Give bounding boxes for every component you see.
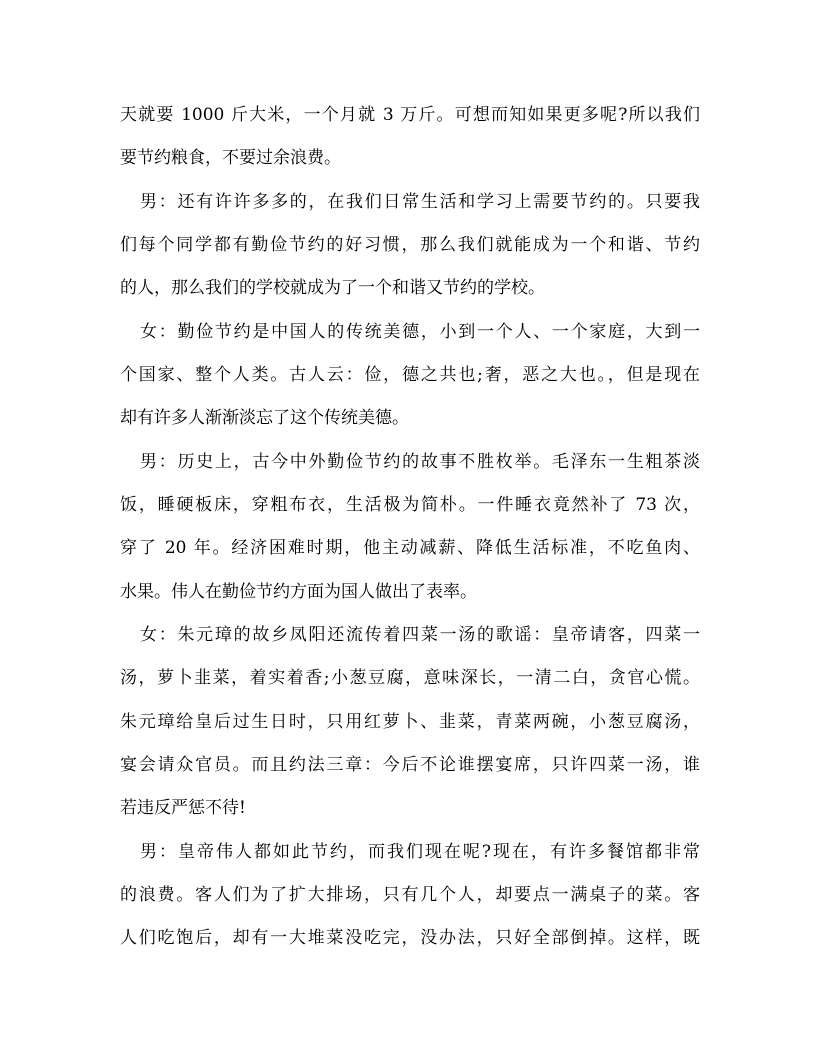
text-line: 若违反严惩不待! <box>120 798 246 818</box>
paragraph-first-line: 女：朱元璋的故乡凤阳还流传着四菜一汤的歌谣：皇帝请客，四菜一 <box>140 625 700 645</box>
paragraph-first-line: 男：历史上，古今中外勤俭节约的故事不胜枚举。毛泽东一生粗茶淡 <box>140 452 700 472</box>
text-line: 却有许多人渐渐淡忘了这个传统美德。 <box>120 408 409 428</box>
paragraph-first-line: 男：还有许许多多的，在我们日常生活和学习上需要节约的。只要我 <box>140 192 700 212</box>
text-line: 要节约粮食，不要过余浪费。 <box>120 148 341 168</box>
text-line: 的人，那么我们的学校就成为了一个和谐又节约的学校。 <box>120 278 545 298</box>
text-line: 的浪费。客人们为了扩大排场，只有几个人，却要点一满桌子的菜。客 <box>120 885 700 905</box>
text-line: 汤，萝卜韭菜，着实着香;小葱豆腐，意味深长，一清二白，贪官心慌。 <box>120 668 700 688</box>
text-line: 水果。伟人在勤俭节约方面为国人做出了表率。 <box>120 582 477 602</box>
text-line: 饭，睡硬板床，穿粗布衣，生活极为简朴。一件睡衣竟然补了 73 次， <box>120 495 700 515</box>
text-line: 穿了 20 年。经济困难时期，他主动减薪、降低生活标准，不吃鱼肉、 <box>120 538 700 558</box>
text-line: 人们吃饱后，却有一大堆菜没吃完，没办法，只好全部倒掉。这样，既 <box>120 928 700 948</box>
text-line: 们每个同学都有勤俭节约的好习惯，那么我们就能成为一个和谐、节约 <box>120 235 700 255</box>
text-line: 朱元璋给皇后过生日时，只用红萝卜、韭菜，青菜两碗，小葱豆腐汤， <box>120 712 700 732</box>
text-line: 宴会请众官员。而且约法三章：今后不论谁摆宴席，只许四菜一汤，谁 <box>120 755 700 775</box>
text-line: 天就要 1000 斤大米，一个月就 3 万斤。可想而知如果更多呢?所以我们 <box>120 105 700 125</box>
paragraph-first-line: 女：勤俭节约是中国人的传统美德，小到一个人、一个家庭，大到一 <box>140 322 700 342</box>
text-line: 个国家、整个人类。古人云：俭，德之共也;奢，恶之大也。，但是现在 <box>120 365 700 385</box>
paragraph-first-line: 男：皇帝伟人都如此节约，而我们现在呢?现在，有许多餐馆都非常 <box>140 842 700 862</box>
